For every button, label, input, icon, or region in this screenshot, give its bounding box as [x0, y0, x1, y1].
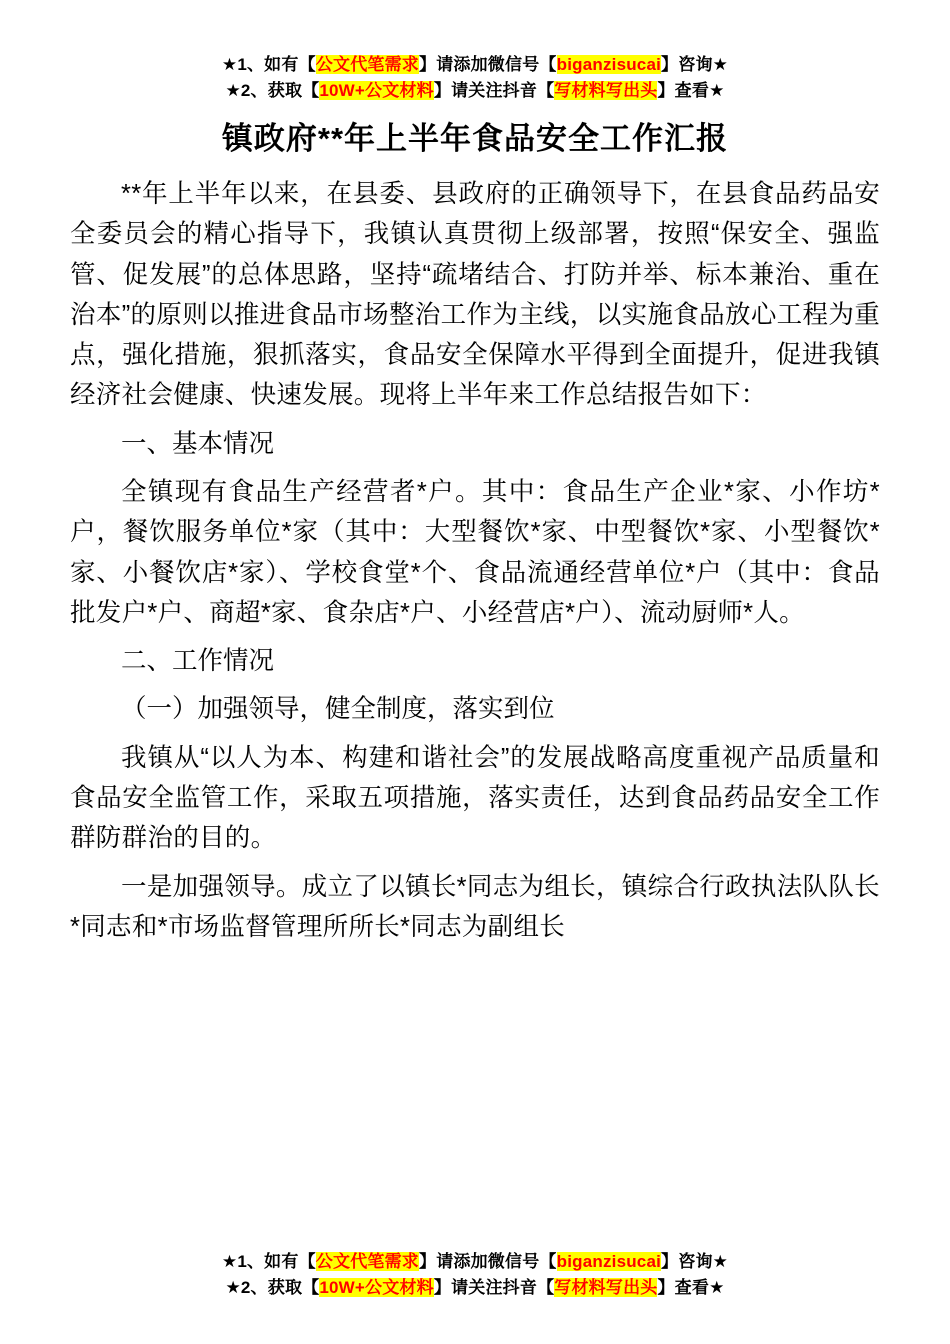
promo-top-line-1	[70, 52, 880, 78]
promo-top-line1-bracket-close-1: 】	[419, 55, 437, 74]
promo-bottom-line-2	[0, 1275, 950, 1301]
promo-top-line1-bracket-close-2: 】	[661, 55, 679, 74]
promo-top-line2-mid: 请关注抖音	[451, 80, 538, 100]
promo-bottom-line1-bracket-close-2: 】	[661, 1252, 679, 1271]
promo-bottom-line1-prefix: 1、如有	[237, 1252, 299, 1271]
promo-bottom-line2-prefix: 2、获取	[240, 1277, 303, 1297]
promo-bottom-line1-bracket-open-1: 【	[298, 1252, 316, 1271]
promo-bottom-line2-highlight-2: 写材料写出头	[554, 1277, 658, 1297]
star-right-icon: ★	[709, 1277, 725, 1297]
promo-top-line2-bracket-open-2: 【	[537, 80, 555, 100]
star-right-icon: ★	[712, 55, 729, 74]
promo-bottom-line1-mid: 请添加微信号	[436, 1252, 540, 1271]
paragraph-intro: **年上半年以来，在县委、县政府的正确领导下，在县食品药品安全委员会的精心指导下，我镇认真贯彻上级部署，按照“保安全、强监管、促发展”的总体思路，坚持“疏堵结合、打防并举、标本兼治、重在治本”的原则以推进食品市场整治工作为主线，以实施食品放心工程为重点，强化措施，狠抓落实，食品安全保障水平得到全面提升，促进我镇经济社会健康、快速发展。现将上半年来工作总结报告如下：	[70, 180, 880, 410]
promo-bottom-line-1	[0, 1249, 950, 1275]
promo-top-line1-mid: 请添加微信号	[436, 55, 540, 74]
promo-top-line2-highlight-2: 写材料写出头	[554, 80, 658, 100]
promo-top-line1-prefix: 1、如有	[237, 55, 299, 74]
promo-top-line2-highlight-1: 10W+公文材料	[319, 80, 434, 100]
heading-section-1: 一、基本情况	[121, 429, 275, 458]
promo-bottom-line2-highlight-1: 10W+公文材料	[319, 1277, 434, 1297]
promo-top-line1-bracket-open-1: 【	[298, 55, 316, 74]
promo-banner-top	[70, 52, 880, 103]
document-body	[70, 174, 880, 947]
paragraph-leadership: 我镇从“以人为本、构建和谐社会”的发展战略高度重视产品质量和食品安全监管工作，采取五项措施，落实责任，达到食品药品安全工作群防群治的目的。	[70, 743, 880, 853]
promo-bottom-line2-bracket-open-2: 【	[537, 1277, 555, 1297]
promo-banner-bottom	[0, 1249, 950, 1300]
promo-bottom-line1-highlight-1: 公文代笔需求	[315, 1252, 419, 1271]
promo-top-line2-suffix: 查看	[674, 80, 710, 100]
star-right-icon: ★	[712, 1252, 729, 1271]
paragraph-basic-situation: 全镇现有食品生产经营者*户。其中：食品生产企业*家、小作坊*户，餐饮服务单位*家（其中：大型餐饮*家、中型餐饮*家、小型餐饮*家、小餐饮店*家）、学校食堂*个、食品流通经营单位*户（其中：食品批发户*户、商超*家、食杂店*户、小经营店*户）、流动厨师*人。	[70, 477, 880, 627]
promo-bottom-line1-bracket-open-2: 【	[539, 1252, 557, 1271]
promo-bottom-line2-bracket-close-1: 】	[433, 1277, 452, 1297]
promo-top-line2-prefix: 2、获取	[240, 80, 303, 100]
promo-bottom-line2-mid: 请关注抖音	[451, 1277, 538, 1297]
heading-section-2: 二、工作情况	[121, 647, 275, 676]
paragraph-measure-one: 一是加强领导。成立了以镇长*同志为组长，镇综合行政执法队队长*同志和*市场监督管理所所长*同志为副组长	[70, 872, 880, 941]
promo-bottom-line1-bracket-close-1: 】	[419, 1252, 437, 1271]
promo-top-line2-bracket-close-2: 】	[657, 80, 675, 100]
star-right-icon: ★	[709, 80, 725, 100]
promo-top-line-2	[70, 78, 880, 104]
star-left-icon: ★	[221, 55, 238, 74]
promo-bottom-line2-bracket-open-1: 【	[302, 1277, 320, 1297]
heading-subsection-1: （一）加强领导，健全制度，落实到位	[121, 695, 555, 724]
promo-top-line2-bracket-open-1: 【	[302, 80, 320, 100]
promo-bottom-line2-suffix: 查看	[674, 1277, 710, 1297]
page-title: 镇政府**年上半年食品安全工作汇报	[221, 121, 729, 156]
promo-bottom-line2-bracket-close-2: 】	[657, 1277, 675, 1297]
promo-bottom-line1-suffix: 咨询	[678, 1252, 713, 1271]
star-left-icon: ★	[225, 1277, 241, 1297]
promo-bottom-line1-highlight-2: biganzisucai	[556, 1252, 662, 1271]
promo-top-line1-suffix: 咨询	[678, 55, 713, 74]
promo-top-line1-highlight-2: biganzisucai	[556, 55, 662, 74]
promo-top-line1-highlight-1: 公文代笔需求	[315, 55, 419, 74]
promo-top-line2-bracket-close-1: 】	[433, 80, 452, 100]
star-left-icon: ★	[225, 80, 241, 100]
promo-top-line1-bracket-open-2: 【	[539, 55, 557, 74]
star-left-icon: ★	[221, 1252, 238, 1271]
